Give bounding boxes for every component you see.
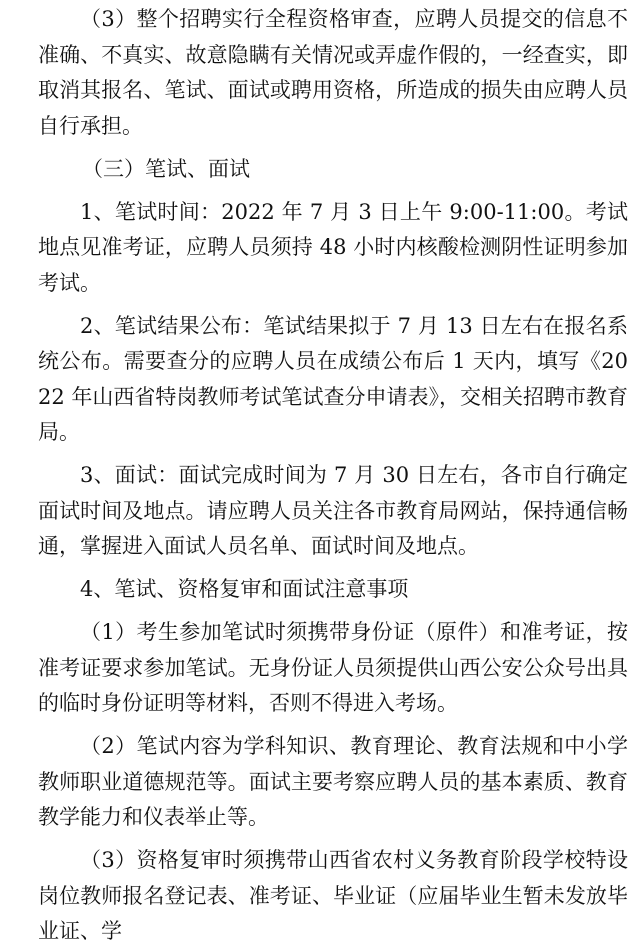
paragraph-note-3: （3）资格复审时须携带山西省农村义务教育阶段学校特设岗位教师报名登记表、准考证、毕业证（应届毕业生暂未发放毕业证、学 xyxy=(38,848,628,943)
paragraph-note-1: （1）考生参加笔试时须携带身份证（原件）和准考证，按准考证要求参加笔试。无身份证人员须提供山西公安公众号出具的临时身份证明等材料，否则不得进入考场。 xyxy=(38,620,628,715)
paragraph-note-2: （2）笔试内容为学科知识、教育理论、教育法规和中小学教师职业道德规范等。面试主要考察应聘人员的基本素质、教育教学能力和仪表举止等。 xyxy=(38,734,628,829)
paragraph-interview: 3、面试：面试完成时间为 7 月 30 日左右，各市自行确定面试时间及地点。请应聘人员关注各市教育局网站，保持通信畅通，掌握进入面试人员名单、面试时间及地点。 xyxy=(38,463,628,558)
paragraph-written-exam-time: 1、笔试时间：2022 年 7 月 3 日上午 9:00-11:00。考试地点见准考证，应聘人员须持 48 小时内核酸检测阴性证明参加考试。 xyxy=(38,199,628,295)
section-heading-written-interview: （三）笔试、面试 xyxy=(82,156,250,181)
paragraph-qualification-3: （3）整个招聘实行全程资格审查，应聘人员提交的信息不准确、不真实、故意隐瞒有关情况或弄虚作假的，一经查实，即取消其报名、笔试、面试或聘用资格，所造成的损失由应聘人员自行承担。 xyxy=(38,7,628,138)
paragraph-notes-heading: 4、笔试、资格复审和面试注意事项 xyxy=(80,577,409,601)
paragraph-written-result: 2、笔试结果公布：笔试结果拟于 7 月 13 日左右在报名系统公布。需要查分的应聘人员在成绩公布后 1 天内，填写《2022 年山西省特岗教师考试笔试查分申请表》，交相关招聘市教育局。 xyxy=(38,313,628,444)
